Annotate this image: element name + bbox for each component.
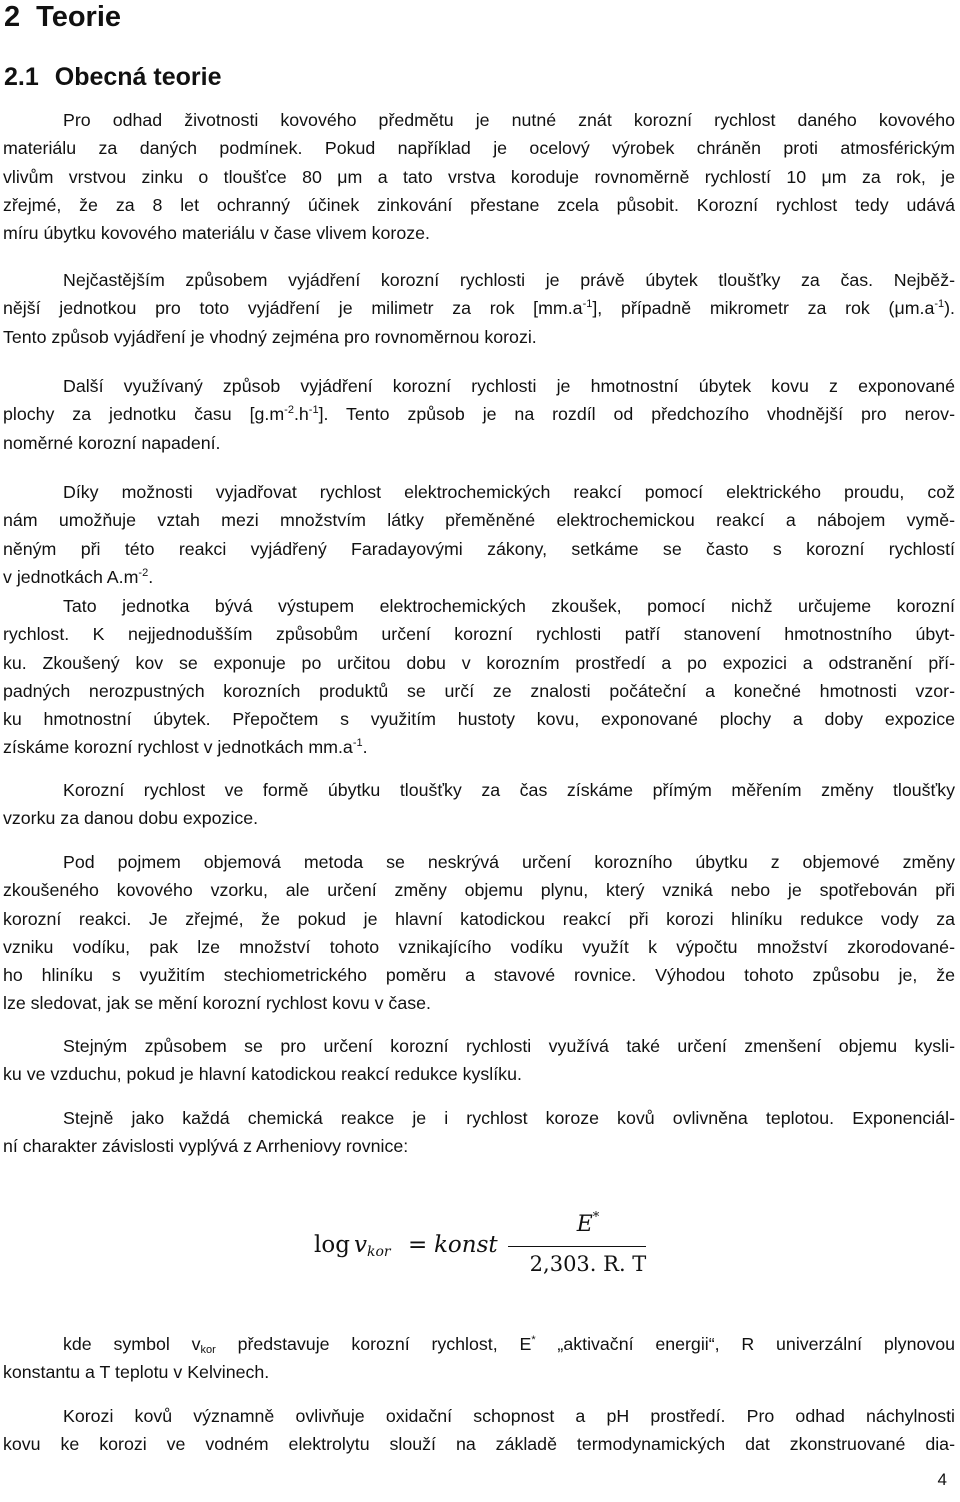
text-line: ku ve vzduchu, pokud je hlavní katodickou reakcí redukce kyslíku. (3, 1064, 522, 1085)
text-line: Korozní rychlost ve formě úbytku tloušťky za čas získáme přímým měřením změny tloušťky (63, 780, 955, 800)
text-line: kovu ke korozi ve vodném elektrolytu slouží na základě termodynamických dat zkonstruované dia- (3, 1434, 955, 1455)
superscript: -1 (582, 298, 593, 311)
text-segment: získáme korozní rychlost v jednotkách mm.a (3, 737, 353, 758)
chapter-number: 2 (4, 1, 21, 33)
text-segment: kde symbol v (63, 1334, 201, 1354)
equation-numerator-superscript: * (592, 1210, 600, 1225)
equation-equals: = (408, 1232, 428, 1258)
section-title: Obecná teorie (54, 63, 222, 91)
text-line: Pod pojmem objemová metoda se neskrývá určení korozního úbytku z objemové změny (63, 852, 955, 872)
text-line: Tato jednotka bývá výstupem elektrochemických zkoušek, pomocí nichž určujeme korozní (63, 596, 955, 616)
superscript: -1 (352, 737, 363, 750)
equation-v: v (354, 1232, 367, 1258)
superscript: -1 (934, 298, 945, 311)
text-line: konstantu a T teplotu v Kelvinech. (3, 1362, 270, 1383)
text-line: zřejmé, že za 8 let ochranný účinek zinkování přestane zcela působit. Korozní rychlost tedy udává (3, 194, 955, 215)
superscript: -2 (138, 566, 149, 579)
equation-minus-sign (508, 1246, 534, 1247)
text-line: korozní reakci. Je zřejmé, že pokud je hlavní katodickou reakcí při korozi hliníku redukce vody za (3, 908, 955, 929)
paragraph-volumetric (3, 848, 955, 1018)
subscript: kor (200, 1344, 216, 1356)
text-segment: „aktivační energii“, R univerzální plynovou (535, 1334, 956, 1354)
text-line: rychlost. K nejjednodušším způsobům určení korozní rychlosti patří stanovení hmotnostního úbyt- (3, 624, 955, 645)
text-segment: plochy za jednotku času [g.m (3, 404, 285, 425)
text-line (3, 733, 955, 761)
text-line: ku hmotnostní úbytek. Přepočtem s využitím hustoty kovu, exponované plochy a doby expozice (3, 709, 955, 730)
superscript: -1 (308, 404, 319, 417)
equation-constant: konst (434, 1232, 498, 1258)
text-segment: . (362, 737, 368, 758)
equation-denominator: 2,303. R. T (529, 1252, 647, 1276)
text-line: ku. Zkoušený kov se exponuje po určitou dobu v korozním prostředí a po expozici a odstranění pří- (3, 652, 955, 673)
text-line: ho hliníku s využitím stechiometrického poměru a stavové rovnice. Výhodou tohoto způsobu je, že (3, 965, 955, 986)
paragraph-electrochemical (3, 478, 955, 591)
paragraph-temperature (3, 1104, 955, 1161)
text-segment: představuje korozní rychlost, E (215, 1334, 532, 1354)
text-segment: ], případně mikrometr za rok (μm.a (592, 298, 935, 319)
page-number: 4 (937, 1470, 947, 1489)
chapter-title: Teorie (36, 1, 122, 33)
section-number: 2.1 (4, 63, 39, 91)
paragraph-gravimetric (3, 592, 955, 762)
text-line (3, 400, 955, 428)
text-line: Nejčastějším způsobem vyjádření korozní rychlosti je právě úbytek tloušťky za čas. Nejběž- (63, 270, 955, 290)
equation-subscript: kor (367, 1244, 391, 1260)
equation-numerator-symbol: E (576, 1212, 593, 1237)
paragraph-mass-loss (3, 372, 955, 457)
equation-numerator (528, 1212, 648, 1237)
equation-log: log (314, 1232, 350, 1258)
text-segment: .h (293, 404, 309, 425)
text-segment: v jednotkách A.m (3, 566, 139, 587)
text-line: míru úbytku kovového materiálu v čase vlivem koroze. (3, 223, 430, 244)
text-line: Korozi kovů významně ovlivňuje oxidační schopnost a pH prostředí. Pro odhad náchylnosti (63, 1406, 955, 1426)
text-line: Stejným způsobem se pro určení korozní rychlosti využívá také určení zmenšení objemu kysli- (63, 1036, 955, 1056)
text-line: vlivům vrstvou zinku o tloušťce 80 μm a tato vrstva koroduje rovnoměrně rychlostí 10 μm za rok, je (3, 166, 955, 187)
text-line: lze sledovat, jak se mění korozní rychlost kovu v čase. (3, 993, 431, 1014)
text-line (3, 563, 955, 591)
text-line: něným při této reakci vyjádřený Faradayovými zákony, setkáme se často s korozní rychlostí (3, 538, 955, 559)
text-line: Další využívaný způsob vyjádření korozní rychlosti je hmotnostní úbytek kovu z exponované (63, 376, 955, 396)
text-line (3, 294, 955, 322)
text-line: noměrné korozní napadení. (3, 432, 221, 453)
paragraph-thickness-loss (3, 266, 955, 351)
equation-variable (354, 1232, 391, 1258)
text-line: vzorku za danou dobu expozice. (3, 808, 259, 829)
superscript: -2 (284, 404, 294, 417)
text-segment: nější jednotkou pro toto vyjádření je milimetr za rok [mm.a (3, 298, 583, 319)
paragraph-direct-measurement (3, 776, 955, 833)
text-segment: . (148, 566, 154, 587)
text-line: Pro odhad životnosti kovového předmětu je nutné znát korozní rychlost daného kovového (63, 110, 955, 130)
text-segment: ]. Tento způsob je na rozdíl od předchozího vhodnější pro nerov- (318, 404, 955, 425)
text-line: materiálu za daných podmínek. Pokud například je ocelový výrobek chráněn proti atmosférickým (3, 138, 955, 159)
text-line: zkoušeného kovového vzorku, ale určení změny objemu plynu, který vzniká nebo je spotřebován při (3, 880, 955, 901)
chapter-heading (4, 0, 121, 34)
paragraph-lifetime (3, 106, 955, 247)
superscript: * (531, 1334, 536, 1346)
text-line: padných nerozpustných korozních produktů se určí ze znalosti počáteční a konečné hmotnosti vzor- (3, 680, 955, 701)
text-line: ní charakter závislosti vyplývá z Arrheniovy rovnice: (3, 1136, 409, 1157)
section-heading (4, 62, 222, 92)
text-line: Stejně jako každá chemická reakce je i rychlost koroze kovů ovlivněna teplotou. Exponenciál- (63, 1108, 955, 1128)
paragraph-oxidation (3, 1402, 955, 1459)
equation-fraction-bar (532, 1246, 646, 1247)
paragraph-oxygen (3, 1032, 955, 1089)
text-line: Díky možnosti vyjadřovat rychlost elektrochemických reakcí pomocí elektrického proudu, což (63, 482, 955, 502)
arrhenius-equation (314, 1206, 674, 1290)
paragraph-symbol-definitions (3, 1330, 955, 1387)
text-line: Tento způsob vyjádření je vhodný zejména pro rovnoměrnou korozi. (3, 326, 537, 347)
text-segment: ). (944, 298, 955, 319)
text-line: vzniku vodíku, pak lze množství tohoto vznikajícího vodíku využít k výpočtu množství zkorodované- (3, 936, 955, 957)
text-line (3, 1330, 955, 1358)
text-line: nám umožňuje vztah mezi množstvím látky přeměněné elektrochemickou reakcí a nábojem vymě- (3, 510, 955, 531)
